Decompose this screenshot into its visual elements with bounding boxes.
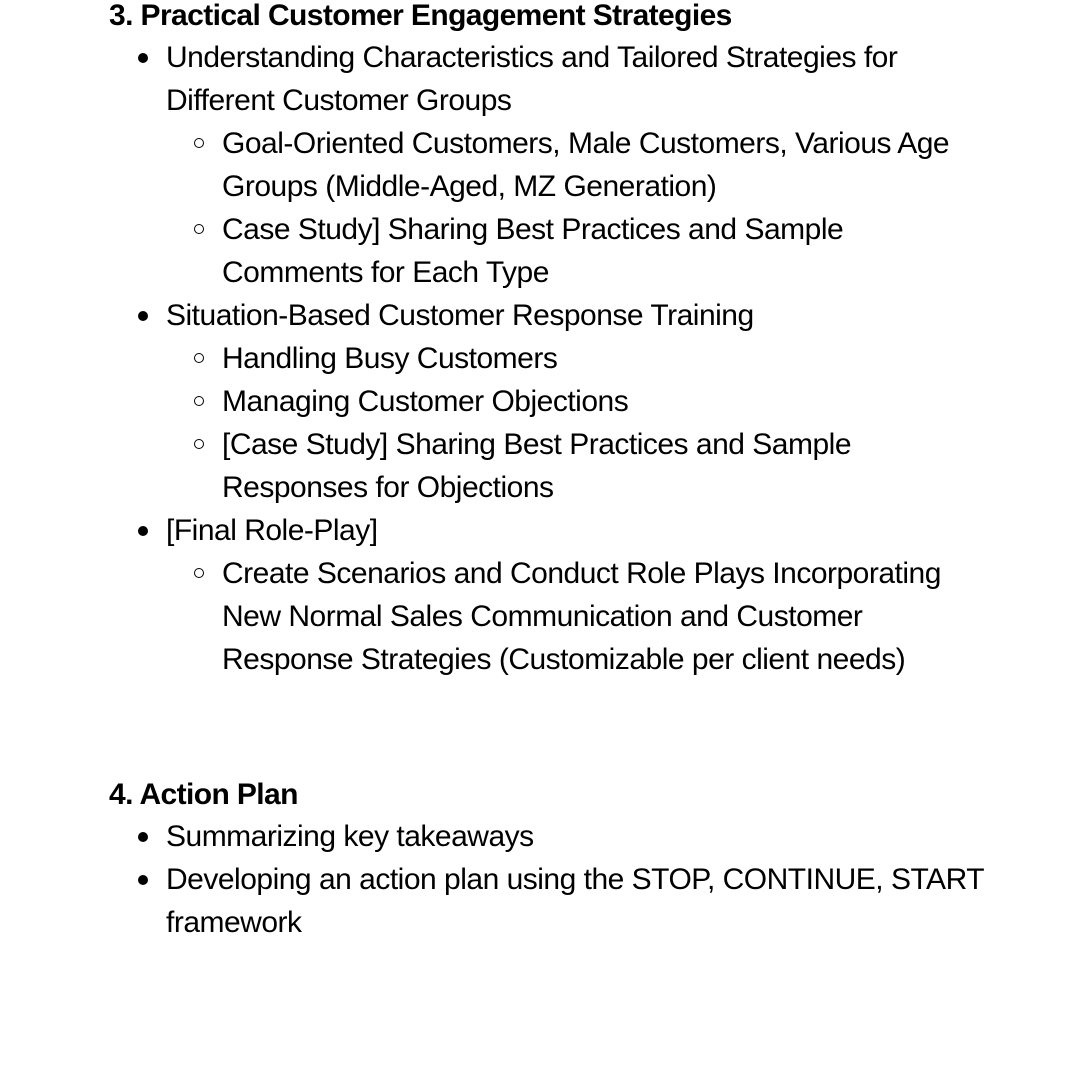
- hollow-bullet-icon: [194, 568, 204, 578]
- filled-bullet-icon: [138, 832, 148, 842]
- list-item-text: Summarizing key takeaways: [166, 820, 534, 853]
- bullet-list: [109, 36, 989, 681]
- list-item-text: Developing an action plan using the STOP, CONTINUE, START framework: [166, 863, 984, 939]
- list-item: [166, 858, 989, 944]
- filled-bullet-icon: [138, 311, 148, 321]
- filled-bullet-icon: [138, 875, 148, 885]
- sub-list-item-text: [Case Study] Sharing Best Practices and Sample Responses for Objections: [222, 428, 852, 504]
- list-item-text: Situation-Based Customer Response Training: [166, 299, 754, 332]
- sub-list-item: [222, 380, 989, 423]
- hollow-bullet-icon: [194, 353, 204, 363]
- sub-bullet-list: [166, 337, 989, 509]
- list-item: [166, 294, 989, 509]
- sub-list-item-text: Create Scenarios and Conduct Role Plays Incorporating New Normal Sales Communication and Customer Response Strategies (Customizable per client needs): [222, 557, 941, 676]
- hollow-bullet-icon: [194, 138, 204, 148]
- sub-list-item: [222, 423, 989, 509]
- section-title: 4. Action Plan: [109, 778, 298, 811]
- bullet-list: [109, 815, 989, 944]
- sub-list-item-text: Goal-Oriented Customers, Male Customers, Various Age Groups (Middle-Aged, MZ Generation): [222, 127, 950, 203]
- hollow-bullet-icon: [194, 396, 204, 406]
- sub-list-item-text: Case Study] Sharing Best Practices and Sample Comments for Each Type: [222, 213, 844, 289]
- filled-bullet-icon: [138, 526, 148, 536]
- hollow-bullet-icon: [194, 224, 204, 234]
- list-item: [166, 815, 989, 858]
- list-item: [166, 509, 989, 681]
- sub-bullet-list: [166, 122, 989, 294]
- sub-list-item: [222, 122, 989, 208]
- sub-list-item-text: Managing Customer Objections: [222, 385, 629, 418]
- list-item: [166, 36, 989, 294]
- filled-bullet-icon: [138, 53, 148, 63]
- hollow-bullet-icon: [194, 439, 204, 449]
- section-title: 3. Practical Customer Engagement Strategies: [109, 0, 732, 32]
- sub-list-item: [222, 337, 989, 380]
- document-body: [109, 0, 989, 944]
- sub-list-item: [222, 552, 989, 681]
- list-item-text: Understanding Characteristics and Tailored Strategies for Different Customer Groups: [166, 41, 898, 117]
- sub-list-item: [222, 208, 989, 294]
- sub-bullet-list: [166, 552, 989, 681]
- sub-list-item-text: Handling Busy Customers: [222, 342, 558, 375]
- section-spacer: [109, 681, 989, 775]
- list-item-text: [Final Role-Play]: [166, 514, 378, 547]
